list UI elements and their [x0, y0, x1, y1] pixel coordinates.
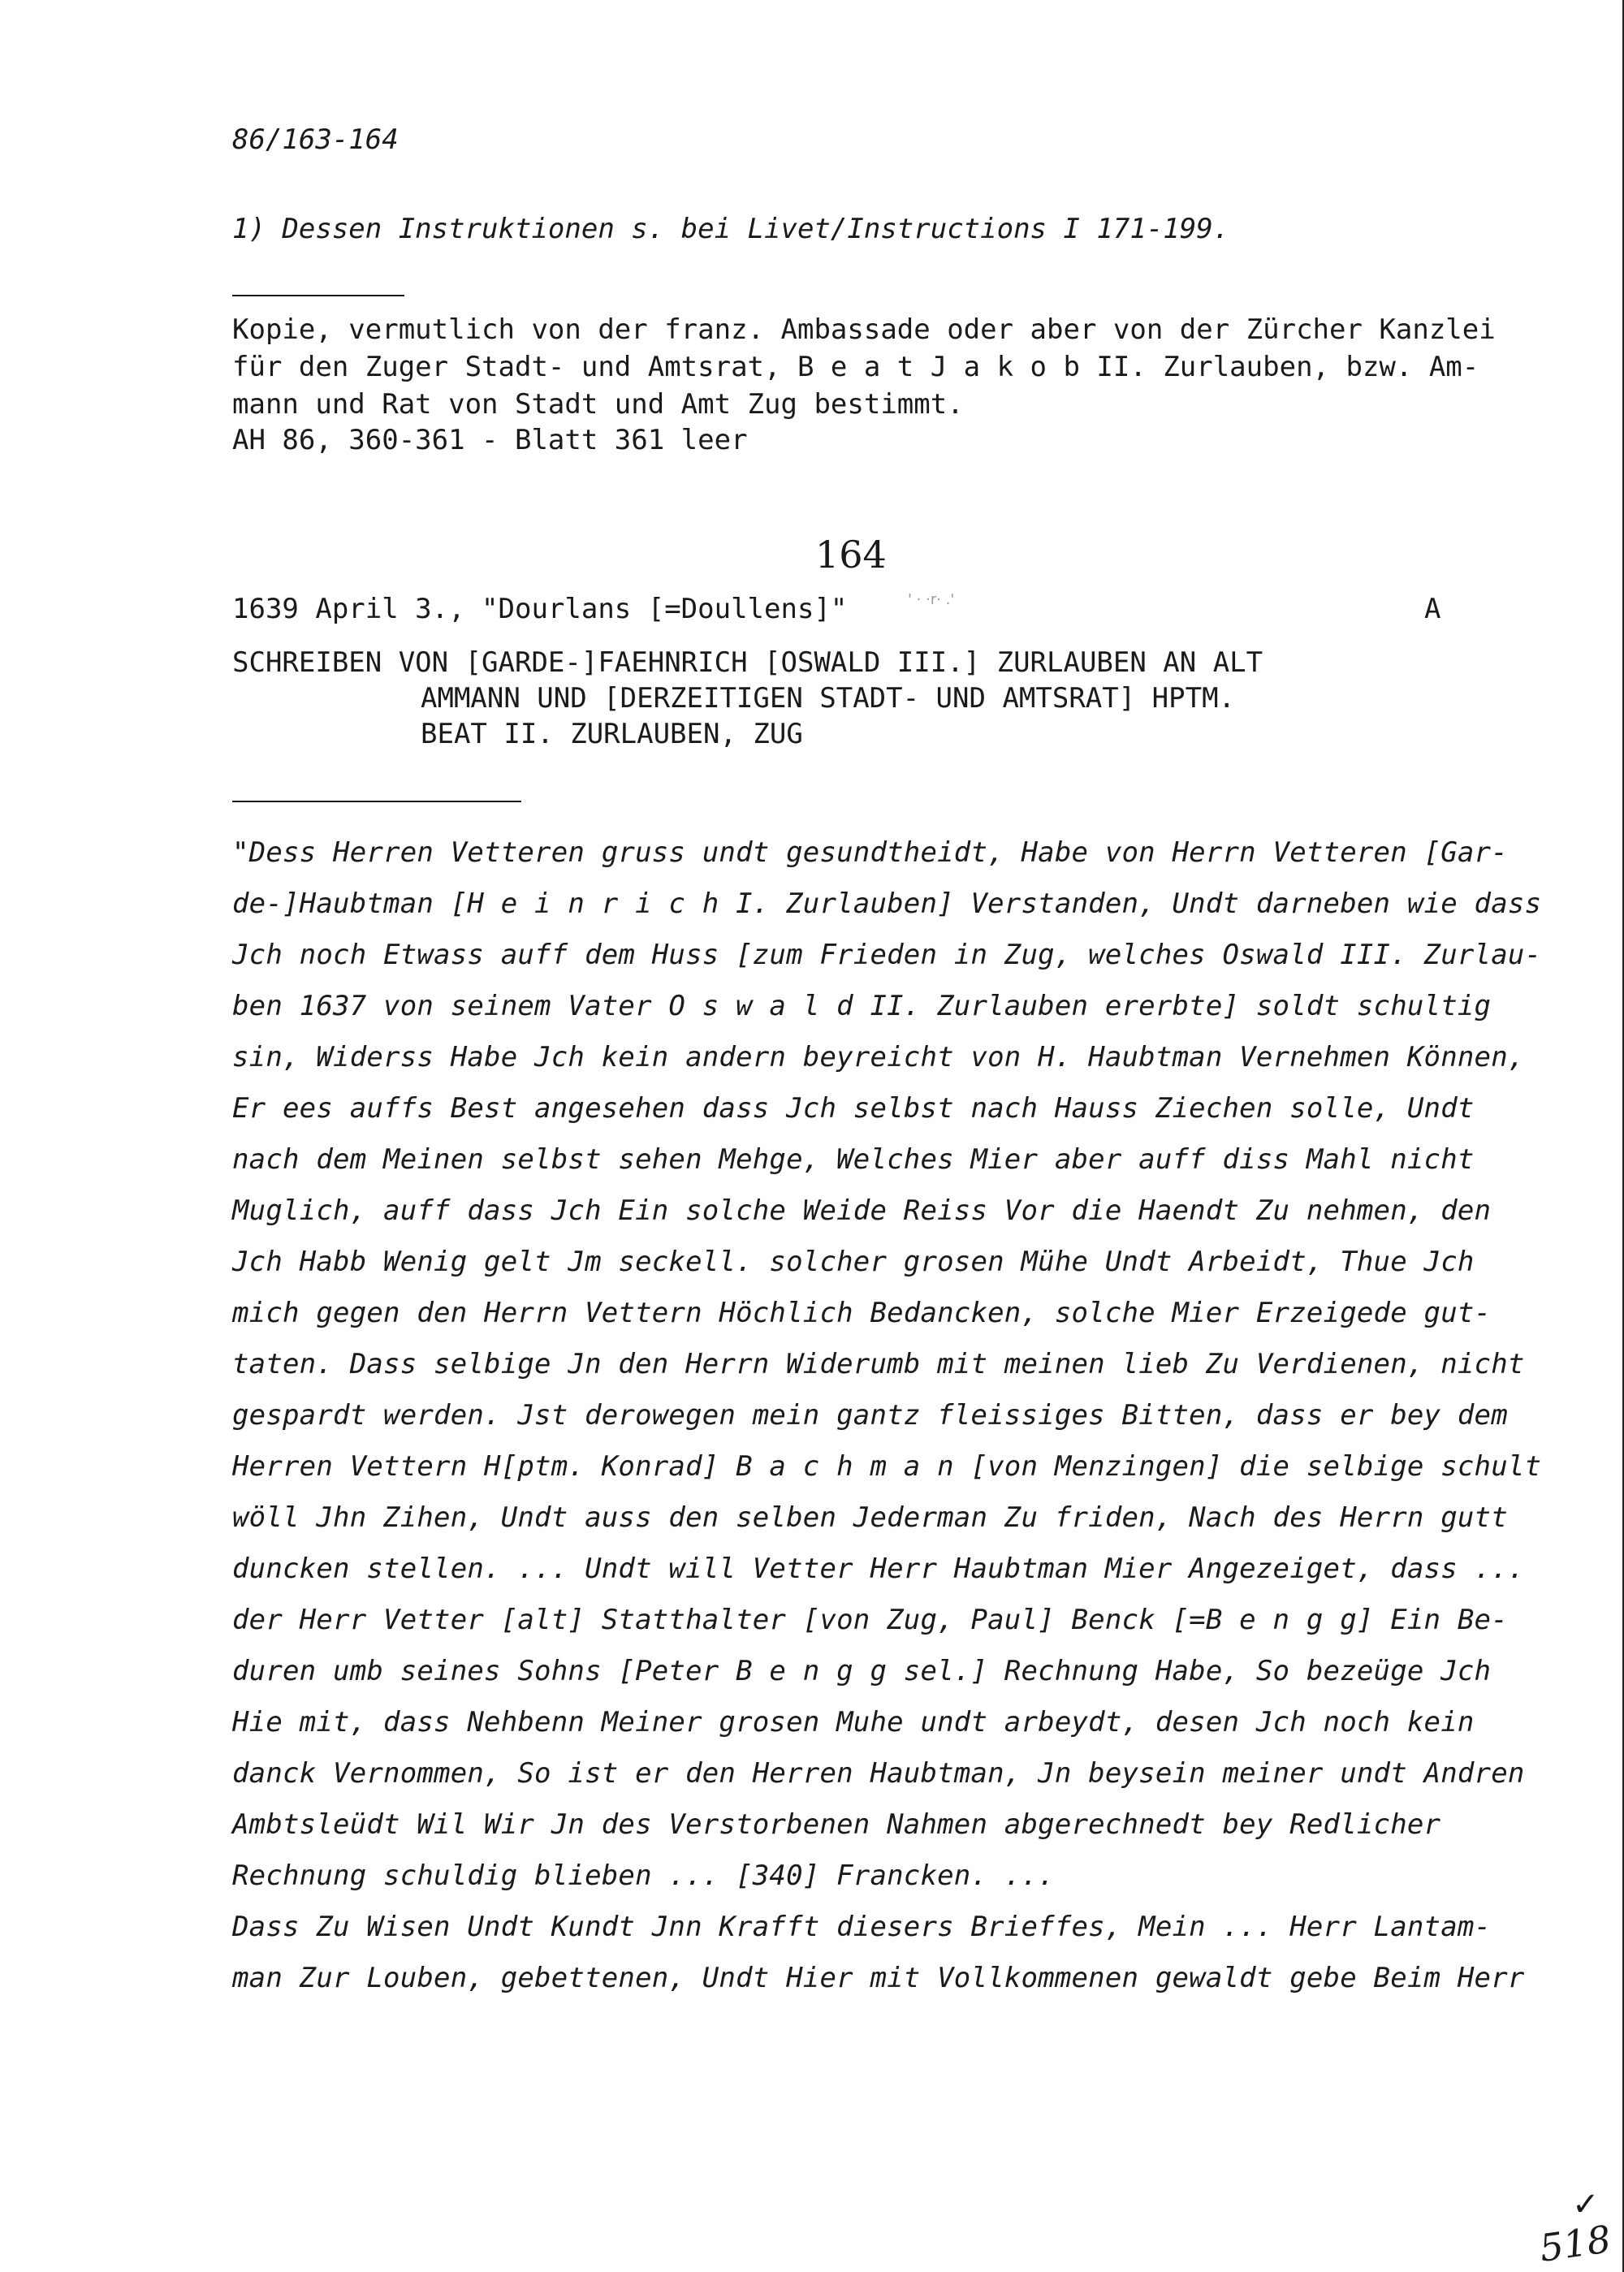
body-line: Hie mit, dass Nehbenn Meiner grosen Muhe undt arbeydt, desen Jch noch kein	[232, 1706, 1475, 1739]
date-place-line	[232, 593, 847, 625]
body-line: der Herr Vetter [alt] Statthalter [von Zug, Paul] Benck [=B e n g g] Ein Be-	[232, 1604, 1508, 1636]
body-line: wöll Jhn Zihen, Undt auss den selben Jederman Zu friden, Nach des Herrn gutt	[232, 1501, 1508, 1534]
body-line: Muglich, auff dass Jch Ein solche Weide Reiss Vor die Haendt Zu nehmen, den	[232, 1194, 1492, 1227]
title-line: BEAT II. ZURLAUBEN, ZUG	[421, 718, 803, 750]
body-line: danck Vernommen, So ist er den Herren Haubtman, Jn beysein meiner undt Andren	[232, 1757, 1525, 1790]
body-line: nach dem Meinen selbst sehen Mehge, Welches Mier aber auff diss Mahl nicht	[232, 1143, 1475, 1176]
reference-number: 86/163-164	[232, 123, 399, 156]
note-line: mann und Rat von Stadt und Amt Zug bestimmt.	[232, 388, 964, 421]
note-line: AH 86, 360-361 - Blatt 361 leer	[232, 424, 748, 456]
body-line: de-]Haubtman [H e i n r i c h I. Zurlauben] Verstanden, Undt darneben wie dass	[232, 888, 1542, 920]
footnote: 1) Dessen Instruktionen s. bei Livet/Instructions I 171-199.	[232, 213, 1230, 245]
body-line: sin, Widerss Habe Jch kein andern beyreicht von H. Haubtman Vernehmen Können,	[232, 1041, 1525, 1073]
body-line: Ambtsleüdt Wil Wir Jn des Verstorbenen Nahmen abgerechnedt bey Redlicher	[232, 1808, 1441, 1841]
title-line: SCHREIBEN VON [GARDE-]FAEHNRICH [OSWALD III.] ZURLAUBEN AN ALT	[232, 646, 1263, 679]
body-line: duncken stellen. ... Undt will Vetter Herr Haubtman Mier Angezeiget, dass ...	[232, 1553, 1525, 1585]
body-line: ben 1637 von seinem Vater O s w a l d II. Zurlauben ererbte] soldt schultig	[232, 990, 1492, 1022]
check-mark-icon: ✓	[1572, 2186, 1600, 2223]
date-place: 1639 April 3., "Dourlans [=Doullens]"	[232, 593, 848, 625]
body-line: mich gegen den Herrn Vettern Höchlich Bedancken, solche Mier Erzeigede gut-	[232, 1297, 1492, 1329]
body-line: taten. Dass selbige Jn den Herrn Widerumb mit meinen lieb Zu Verdienen, nicht	[232, 1348, 1525, 1380]
body-line: Er ees auffs Best angesehen dass Jch selbst nach Hauss Ziechen solle, Undt	[232, 1092, 1475, 1125]
body-line: Rechnung schuldig blieben ... [340] Francken. ...	[232, 1859, 1055, 1892]
body-line: Dass Zu Wisen Undt Kundt Jnn Krafft diesers Brieffes, Mein ... Herr Lantam-	[232, 1911, 1492, 1943]
faint-stamp: ' · ·r· .'	[908, 591, 955, 608]
note-divider	[232, 295, 404, 296]
body-line: "Dess Herren Vetteren gruss undt gesundtheidt, Habe von Herrn Vetteren [Gar-	[232, 836, 1508, 869]
title-line: AMMANN UND [DERZEITIGEN STADT- UND AMTSRAT] HPTM.	[421, 682, 1236, 715]
note-line: Kopie, vermutlich von der franz. Ambassade oder aber von der Zürcher Kanzlei	[232, 313, 1496, 346]
body-line: man Zur Louben, gebettenen, Undt Hier mit Vollkommenen gewaldt gebe Beim Herr	[232, 1962, 1525, 1994]
note-line: für den Zuger Stadt- und Amtsrat, B e a t J a k o b II. Zurlauben, bzw. Am-	[232, 351, 1479, 383]
body-line: gespardt werden. Jst derowegen mein gantz fleissiges Bitten, dass er bey dem	[232, 1399, 1508, 1432]
body-line: Jch Habb Wenig gelt Jm seckell. solcher grosen Mühe Undt Arbeidt, Thue Jch	[232, 1246, 1475, 1278]
body-line: Herren Vettern H[ptm. Konrad] B a c h m a n [von Menzingen] die selbige schult	[232, 1450, 1542, 1483]
type-marker: A	[1424, 593, 1441, 625]
handwritten-folio: 518	[1536, 2217, 1614, 2270]
title-divider	[232, 801, 521, 802]
body-line: Jch noch Etwass auff dem Huss [zum Frieden in Zug, welches Oswald III. Zurlau-	[232, 939, 1542, 971]
body-line: duren umb seines Sohns [Peter B e n g g sel.] Rechnung Habe, So bezeüge Jch	[232, 1655, 1492, 1687]
document-number: 164	[815, 533, 887, 577]
